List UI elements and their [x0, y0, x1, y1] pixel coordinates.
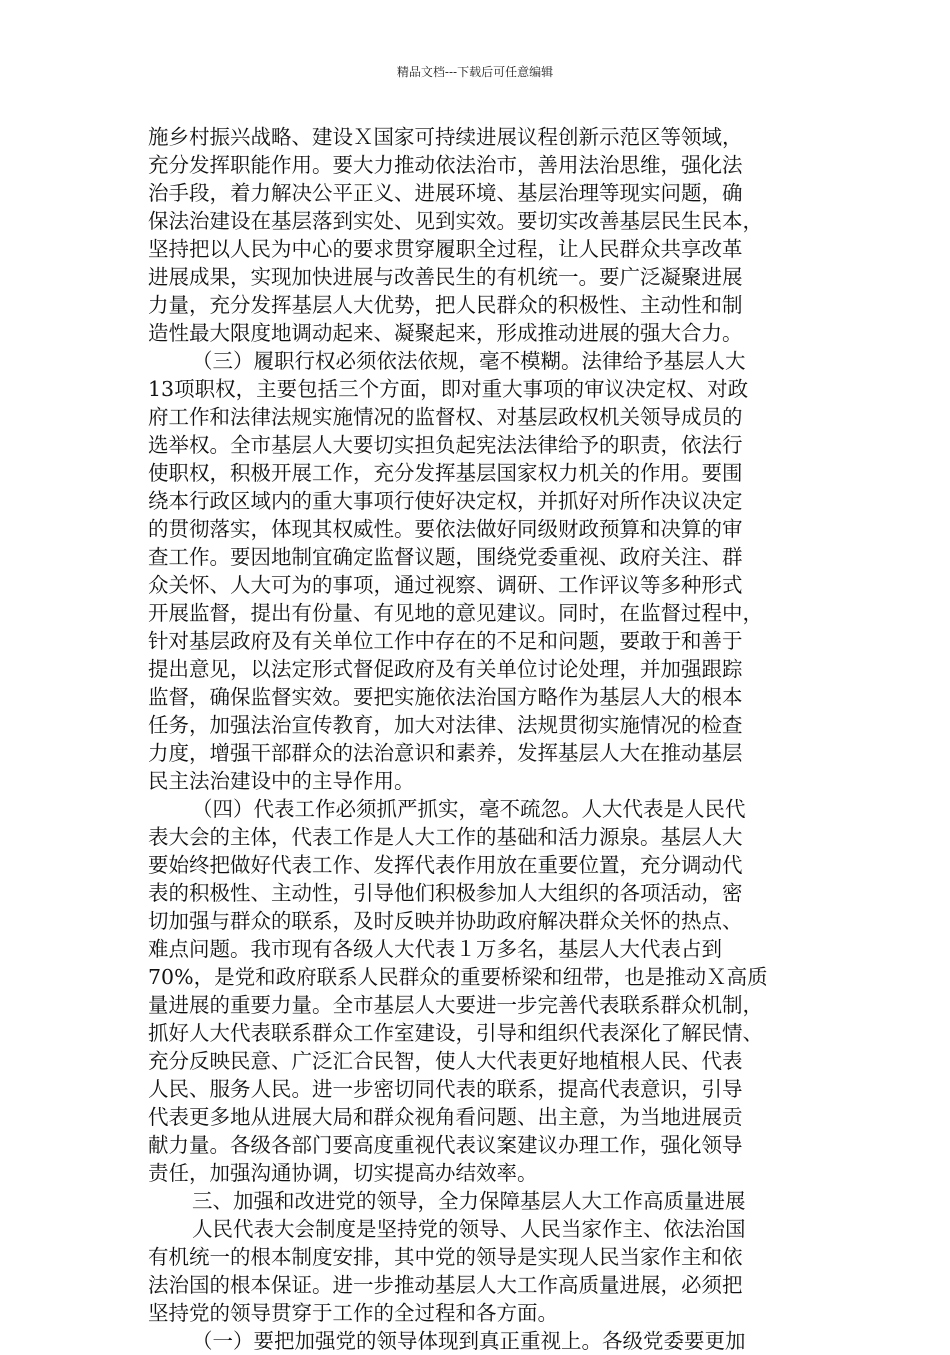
- document-body: [148, 123, 812, 1355]
- text-line: 有机统一的根本制度安排，其中党的领导是实现人民当家作主和依: [148, 1245, 743, 1269]
- text-line: 表的积极性、主动性，引导他们积极参加人大组织的各项活动，密: [148, 881, 743, 905]
- text-line: 要始终把做好代表工作、发挥代表作用放在重要位置，充分调动代: [148, 853, 743, 877]
- text-line: 量进展的重要力量。全市基层人大要进一步完善代表联系群众机制，: [148, 993, 763, 1017]
- text-line: 针对基层政府及有关单位工作中存在的不足和问题，要敢于和善于: [148, 629, 743, 653]
- text-line: 的贯彻落实，体现其权威性。要依法做好同级财政预算和决算的审: [148, 517, 743, 541]
- text-line: 绕本行政区域内的重大事项行使好决定权，并抓好对所作决议决定: [148, 489, 743, 513]
- text-line: 坚持把以人民为中心的要求贯穿履职全过程，让人民群众共享改革: [148, 237, 743, 261]
- text-line: 人民代表大会制度是坚持党的领导、人民当家作主、依法治国: [192, 1217, 746, 1241]
- text-line: 切加强与群众的联系，及时反映并协助政府解决群众关怀的热点、: [148, 909, 743, 933]
- text-line: 充分反映民意、广泛汇合民智，使人大代表更好地植根人民、代表: [148, 1049, 743, 1073]
- text-line: 抓好人大代表联系群众工作室建设，引导和组织代表深化了解民情、: [148, 1021, 763, 1045]
- text-line: 13项职权，主要包括三个方面，即对重大事项的审议决定权、对政: [148, 377, 749, 401]
- text-line: 查工作。要因地制宜确定监督议题，围绕党委重视、政府关注、群: [148, 545, 743, 569]
- page-header: 精品文档---下载后可任意编辑: [396, 65, 554, 79]
- text-line: 充分发挥职能作用。要大力推动依法治市，善用法治思维，强化法: [148, 153, 743, 177]
- text-line: 众关怀、人大可为的事项，通过视察、调研、工作评议等多种形式: [148, 573, 743, 597]
- text-line: 坚持党的领导贯穿于工作的全过程和各方面。: [148, 1301, 558, 1325]
- text-line: 治手段，着力解决公平正义、进展环境、基层治理等现实问题，确: [148, 181, 743, 205]
- text-line: 难点问题。我市现有各级人大代表１万多名，基层人大代表占到: [148, 937, 722, 961]
- text-line: （一）要把加强党的领导体现到真正重视上。各级党委要更加: [192, 1329, 746, 1353]
- text-line: 提出意见，以法定形式督促政府及有关单位讨论处理，并加强跟踪: [148, 657, 743, 681]
- text-line: 力量，充分发挥基层人大优势，把人民群众的积极性、主动性和制: [148, 293, 743, 317]
- text-line: 力度，增强干部群众的法治意识和素养，发挥基层人大在推动基层: [148, 741, 743, 765]
- text-line: 开展监督，提出有份量、有见地的意见建议。同时，在监督过程中，: [148, 601, 763, 625]
- text-line: 表大会的主体，代表工作是人大工作的基础和活力源泉。基层人大: [148, 825, 743, 849]
- text-line: 责任，加强沟通协调，切实提高办结效率。: [148, 1161, 538, 1185]
- text-line: 人民、服务人民。进一步密切同代表的联系，提高代表意识，引导: [148, 1077, 743, 1101]
- text-line: 献力量。各级各部门要高度重视代表议案建议办理工作，强化领导: [148, 1133, 743, 1157]
- text-line: 监督，确保监督实效。要把实施依法治国方略作为基层人大的根本: [148, 685, 743, 709]
- text-line: 任务，加强法治宣传教育，加大对法律、法规贯彻实施情况的检查: [148, 713, 743, 737]
- text-line: 使职权，积极开展工作，充分发挥基层国家权力机关的作用。要围: [148, 461, 743, 485]
- text-line: 施乡村振兴战略、建设Ｘ国家可持续进展议程创新示范区等领域，: [148, 125, 743, 149]
- text-line: 三、加强和改进党的领导，全力保障基层人大工作高质量进展: [192, 1189, 746, 1213]
- text-line: 法治国的根本保证。进一步推动基层人大工作高质量进展，必须把: [148, 1273, 743, 1297]
- text-line: 进展成果，实现加快进展与改善民生的有机统一。要广泛凝聚进展: [148, 265, 743, 289]
- text-line: 70%，是党和政府联系人民群众的重要桥梁和纽带，也是推动Ｘ高质: [148, 965, 768, 989]
- text-line: （四）代表工作必须抓严抓实，毫不疏忽。人大代表是人民代: [192, 797, 746, 821]
- text-line: 造性最大限度地调动起来、凝聚起来，形成推动进展的强大合力。: [148, 321, 743, 345]
- text-line: 民主法治建设中的主导作用。: [148, 769, 415, 793]
- text-line: 府工作和法律法规实施情况的监督权、对基层政权机关领导成员的: [148, 405, 743, 429]
- text-line: （三）履职行权必须依法依规，毫不模糊。法律给予基层人大: [192, 349, 746, 373]
- text-line: 选举权。全市基层人大要切实担负起宪法法律给予的职责，依法行: [148, 433, 743, 457]
- text-line: 保法治建设在基层落到实处、见到实效。要切实改善基层民生民本，: [148, 209, 763, 233]
- text-line: 代表更多地从进展大局和群众视角看问题、出主意，为当地进展贡: [148, 1105, 743, 1129]
